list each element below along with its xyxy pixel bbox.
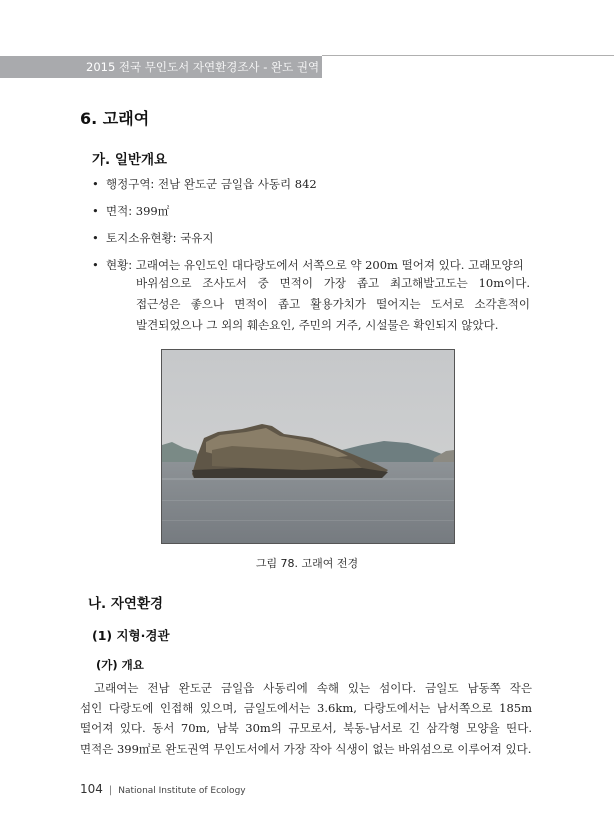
- bullet-value: 399㎡: [135, 204, 170, 218]
- status-text-line: 접근성은 좋으나 면적이 좁고 활용가치가 떨어지는 도서로 소각흔적이: [136, 297, 530, 311]
- topography-heading: (1) 지형·경관: [92, 628, 170, 643]
- bullet-land-ownership: [92, 230, 214, 246]
- bullet-dot-icon: •: [92, 258, 99, 272]
- bullet-value: 전남 완도군 금일읍 사동리 842: [157, 177, 317, 191]
- footer-organization: National Institute of Ecology: [118, 786, 246, 796]
- natural-environment-heading: 나. 자연환경: [88, 596, 164, 612]
- general-overview-heading: 가. 일반개요: [92, 152, 168, 168]
- bullet-area: [92, 203, 169, 219]
- bullet-dot-icon: •: [92, 231, 99, 245]
- island-photo: [161, 349, 455, 544]
- paragraph-line: 고래여는 전남 완도군 금일읍 사동리에 속해 있는 섬이다. 금일도 남동쪽 작은: [94, 681, 532, 695]
- bullet-value: 국유지: [180, 231, 214, 245]
- page-footer: [80, 782, 246, 796]
- bullet-label: 행정구역:: [106, 177, 155, 191]
- status-text-line: 발견되었으나 그 외의 훼손요인, 주민의 거주, 시설물은 확인되지 않았다.: [136, 318, 499, 332]
- status-text-line: 바위섬으로 조사도서 중 면적이 가장 좁고 최고해발고도는 10m이다.: [136, 276, 530, 290]
- bullet-label: 현황:: [106, 258, 133, 272]
- paragraph-line: 섬인 다랑도에 인접해 있으며, 금일도에서는 3.6km, 다랑도에서는 남서쪽으로 185m: [80, 701, 532, 715]
- bullet-value: 고래여는 유인도인 대다랑도에서 서쪽으로 약 200m 떨어져 있다. 고래모양의: [135, 258, 524, 272]
- paragraph-line: 면적은 399㎡로 완도권역 무인도서에서 가장 작아 식생이 없는 바위섬으로 이루어져 있다.: [80, 742, 532, 756]
- running-header: 2015 전국 무인도서 자연환경조사 - 완도 권역: [86, 60, 320, 74]
- bullet-dot-icon: •: [92, 177, 99, 191]
- header-rule: [322, 55, 614, 56]
- section-title: 6. 고래여: [80, 109, 150, 128]
- island-photo-image: [162, 350, 454, 543]
- page-number: 104: [80, 782, 103, 796]
- bullet-label: 토지소유현황:: [106, 231, 177, 245]
- bullet-label: 면적:: [106, 204, 133, 218]
- paragraph-line: 떨어져 있다. 동서 70m, 남북 30m의 규모로서, 북동-남서로 긴 삼각형 모양을 띤다.: [80, 721, 532, 735]
- bullet-dot-icon: •: [92, 204, 99, 218]
- figure-caption: 그림 78. 고래여 전경: [255, 557, 359, 570]
- bullet-status: [92, 257, 524, 273]
- overview-heading: (가) 개요: [96, 658, 144, 672]
- footer-separator: |: [108, 785, 113, 796]
- bullet-admin-district: [92, 176, 317, 192]
